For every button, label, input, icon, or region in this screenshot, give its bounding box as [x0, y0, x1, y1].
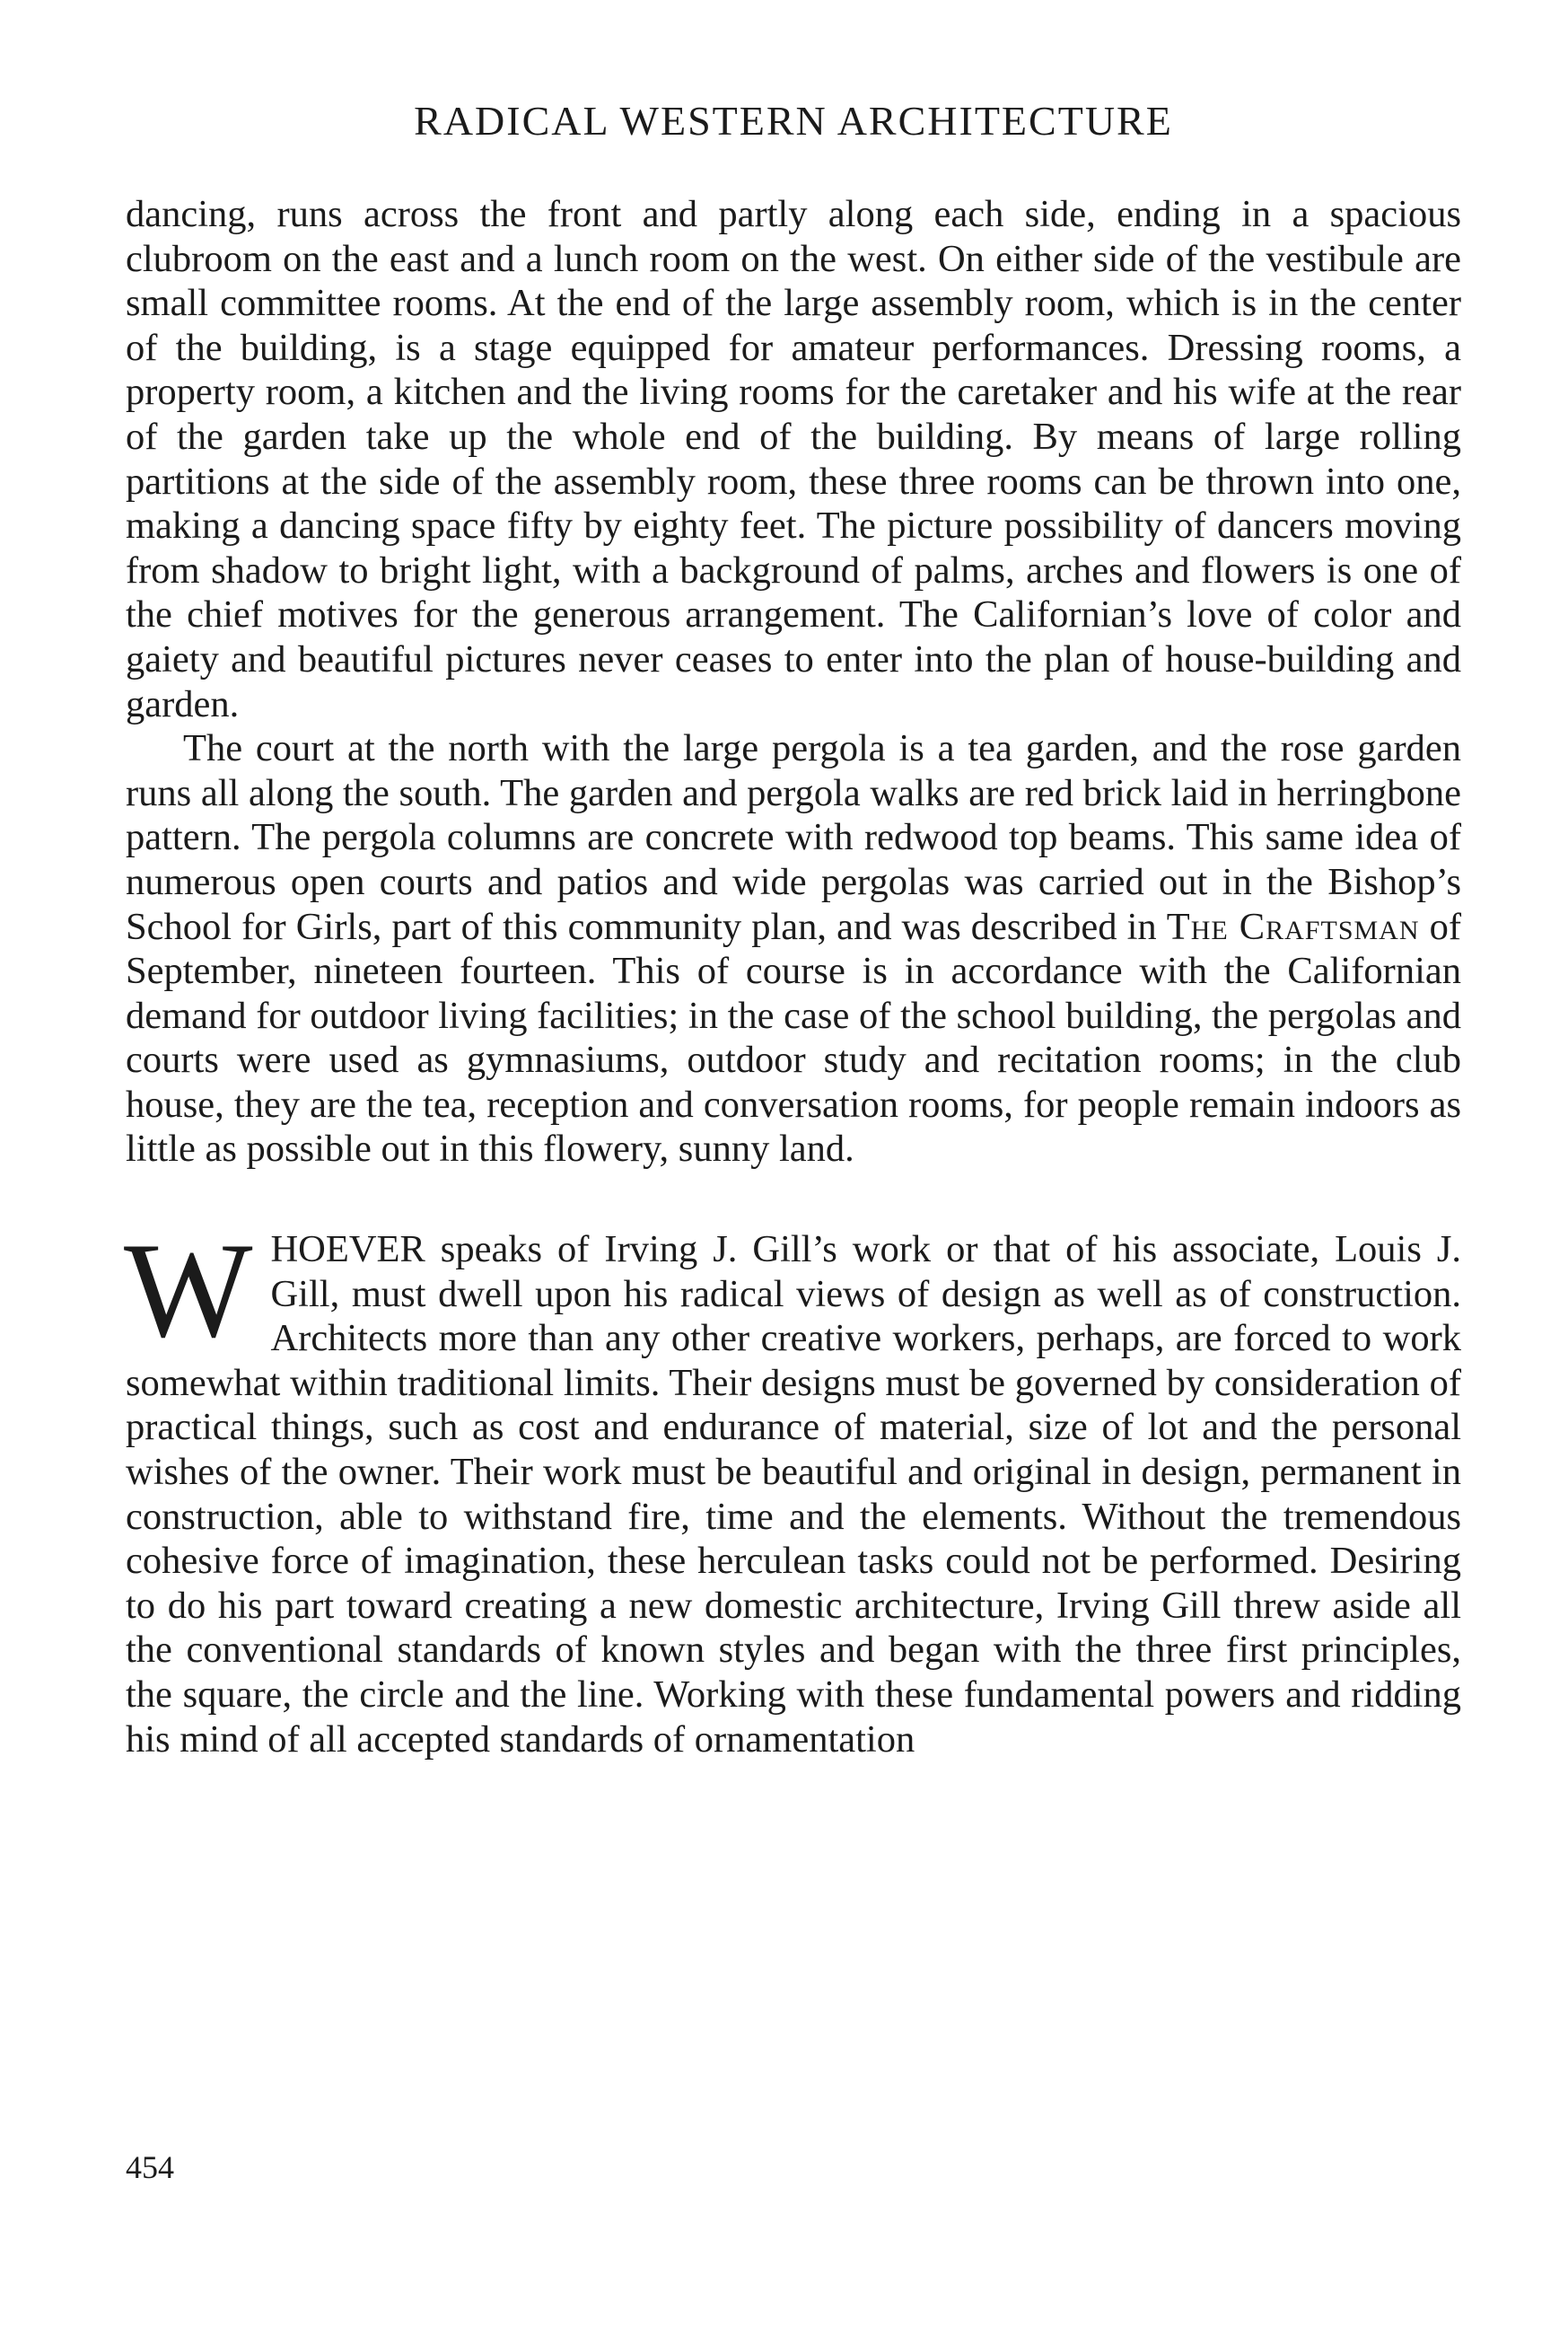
- paragraph-text: speaks of Irving J. Gill’s work or that of his associate, Louis J. Gill, must dwell upon his radical views of design as well as of construction. Architects more than any other creative workers, perhaps, are forced to work somewhat within traditional limits. Their designs must be governed by consideration of practical things, such as cost and endurance of material, size of lot and the personal wishes of the owner. Their work must be beautiful and original in design, permanent in construction, able to withstand fire, time and the elements. Without the tremendous cohesive force of imagination, these herculean tasks could not be performed. Desiring to do his part toward creating a new domestic architecture, Irving Gill threw aside all the conventional standards of known styles and began with the three first principles, the square, the circle and the line. Working with these fundamental powers and ridding his mind of all accepted standards of ornamentation: [126, 1228, 1461, 1761]
- paragraph-text-before: The court at the north with the large pergola is a tea garden, and the rose garden runs all along the south. The garden and pergola walks are red brick laid in herringbone pattern. The pergola columns are concrete with redwood top beams. This same idea of numerous open courts and patios and wide pergolas was carried out in the Bishop’s School for Girls, part of this community plan, and was described in: [126, 727, 1461, 948]
- page-number: 454: [126, 2149, 174, 2185]
- magazine-title: The Craftsman: [1166, 905, 1420, 948]
- paragraph-section-start: [124, 1215, 1461, 1761]
- drop-cap: W: [124, 1215, 253, 1366]
- paragraph-text-after: of September, nineteen fourteen. This of course is in accordance with the Californian demand for outdoor living facilities; in the case of the school building, the pergolas and courts were used as gymnasiums, outdoor study and recitation rooms; in the club house, they are the tea, reception and conversation rooms, for people remain indoors as little as possible out in this flowery, sunny land.: [126, 905, 1461, 1171]
- paragraph-court-garden: [126, 726, 1461, 1172]
- paragraph-continued: dancing, runs across the front and partly along each side, ending in a spacious clubroom on the east and a lunch room on the west. On either side of the vestibule are small committee rooms. At the end of the large assembly room, which is in the center of the building, is a stage equipped for amateur performances. Dressing rooms, a property room, a kitchen and the living rooms for the caretaker and his wife at the rear of the garden take up the whole end of the building. By means of large rolling partitions at the side of the assembly room, these three rooms can be thrown into one, making a dancing space fifty by eighty feet. The picture possibility of dancers moving from shadow to bright light, with a background of palms, arches and flowers is one of the chief motives for the generous arrangement. The Californian’s love of color and gaiety and beautiful pictures never ceases to enter into the plan of house-building and garden.: [126, 193, 1461, 725]
- article-body: [126, 192, 1461, 1761]
- lead-in-word: HOEVER: [270, 1228, 425, 1271]
- running-title: RADICAL WESTERN ARCHITECTURE: [414, 98, 1173, 144]
